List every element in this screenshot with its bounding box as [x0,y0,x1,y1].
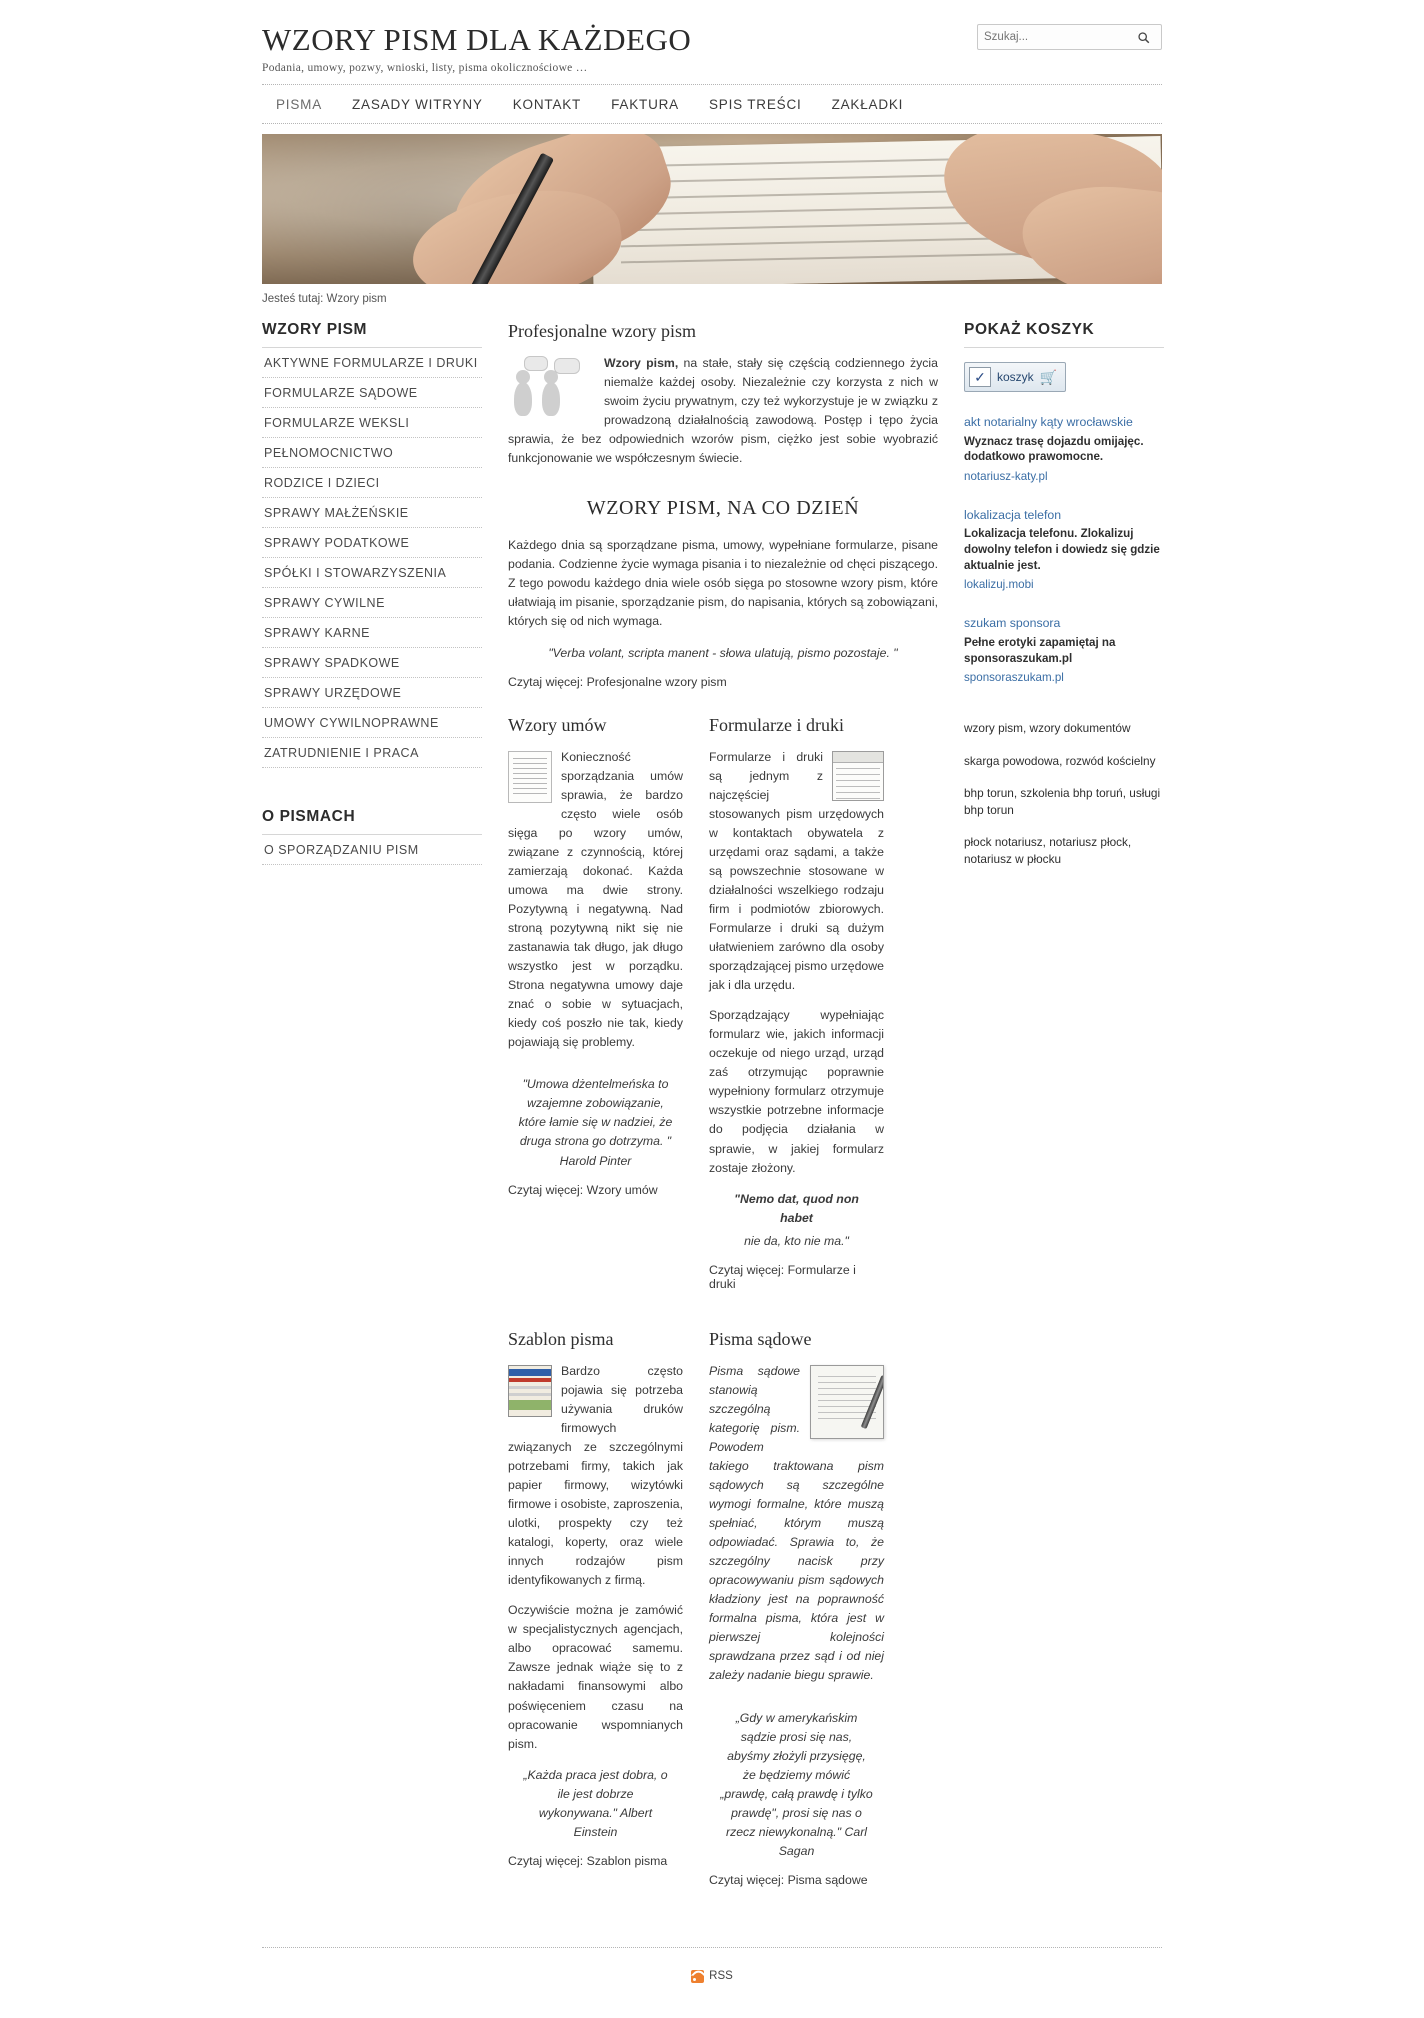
article-title: Formularze i druki [709,714,844,735]
breadcrumb: Jesteś tutaj: Wzory pism [262,293,387,305]
ad-text: Lokalizacja telefonu. Zlokalizuj dowolny telefon i dowiedz się gdzie aktualnie jest. [964,527,1160,572]
article-title: Szablon pisma [508,1328,614,1349]
list-item[interactable] [262,408,482,438]
article-formularze-i-druki [709,715,884,1291]
nav-item-spis-tresci[interactable]: SPIS TREŚCI [708,96,802,112]
rss-link[interactable] [691,1970,733,1983]
cart-label: koszyk [997,370,1034,384]
nav-item-kontakt[interactable]: KONTAKT [512,96,582,112]
article-title: Profesjonalne wzory pism [508,321,696,341]
quote-latin: "Nemo dat, quod non habet [734,1191,859,1225]
ad-title[interactable]: lokalizacja telefon [964,507,1062,522]
readmore-pisma-sadowe[interactable]: Czytaj więcej: Pisma sądowe [709,1872,868,1887]
sidebar-item-pelnomocnictwo[interactable]: PEŁNOMOCNICTWO [264,446,394,460]
search-icon[interactable] [1130,25,1156,49]
readmore-professional[interactable]: Czytaj więcej: Profesjonalne wzory pism [508,674,727,689]
checkmark-icon: ✓ [969,367,991,387]
search-box[interactable] [977,24,1162,50]
main-navigation [262,84,1162,124]
right-sidebar [964,321,1164,883]
article-quote: nie da, kto nie ma." [744,1233,849,1248]
list-item[interactable] [262,468,482,498]
sidebar-item-sprawy-spadkowe[interactable]: SPRAWY SPADKOWE [264,656,400,670]
sidebar-menu [262,348,482,768]
shopping-cart-icon: 🛒 [1039,368,1058,385]
list-item[interactable] [262,498,482,528]
article-szablon-pisma [508,1329,683,1887]
form-icon [832,751,884,801]
site-tagline: Podania, umowy, pozwy, wnioski, listy, pisma okolicznościowe … [262,62,588,74]
document-icon [508,751,552,803]
article-quote: „Każda praca jest dobra, o ile jest dobrze wykonywana." Albert Einstein [523,1767,668,1839]
ad-url[interactable]: sponsoraszukam.pl [964,671,1064,685]
list-item[interactable] [262,738,482,768]
nav-item-faktura[interactable]: FAKTURA [611,96,679,112]
sidebar-item-zatrudnienie-i-praca[interactable]: ZATRUDNIENIE I PRACA [264,746,419,760]
page-title: WZORY PISM DLA KAŻDEGO [262,22,692,57]
readmore-szablon[interactable]: Czytaj więcej: Szablon pisma [508,1853,668,1868]
ad-url[interactable]: notariusz-katy.pl [964,469,1048,483]
list-item[interactable] [262,528,482,558]
partner-link[interactable]: skarga powodowa, rozwód kościelny [964,753,1156,768]
article-quote: "Umowa dżentelmeńska to wzajemne zobowiązanie, które łamie się w nadziei, że druga strona go dotrzyma. " Harold Pinter [518,1077,673,1168]
talking-figures-icon [508,356,594,426]
article-professional [508,321,938,689]
nav-item-zasady-witryny[interactable]: ZASADY WITRYNY [352,96,483,112]
site-footer [262,1947,1162,2018]
site-header [262,0,1162,78]
section-title: WZORY PISM, NA CO DZIEŃ [586,497,860,520]
sidebar-item-o-sporzadzaniu-pism[interactable]: O SPORZĄDZANIU PISM [264,843,419,857]
court-document-icon [810,1365,884,1439]
sidebar-item-sprawy-karne[interactable]: SPRAWY KARNE [264,626,371,640]
rss-label: RSS [709,1970,733,1983]
article-pisma-sadowe [709,1329,884,1887]
ad-title[interactable]: szukam sponsora [964,616,1061,631]
sidebar-menu-secondary [262,835,482,865]
sidebar-item-sprawy-malzenskie[interactable]: SPRAWY MAŁŻEŃSKIE [264,506,409,520]
list-item[interactable] [262,678,482,708]
list-item[interactable] [262,348,482,378]
list-item[interactable] [262,648,482,678]
nav-item-pisma[interactable]: PISMA [276,96,323,112]
article-quote-bold [719,1190,874,1228]
readmore-formularze[interactable]: Czytaj więcej: Formularze i druki [709,1262,856,1291]
sidebar [262,321,482,865]
article-paragraph-2: Sporządzający wypełniając formularz wie, jakich informacji oczekuje od niego urząd, urząd zaś otrzymując poprawnie wypełniony formularz otrzymuje wszystkie potrzebne informacje do podjęcia działania w sprawie, w jakiej formularz zostaje złożony. [709,1008,884,1175]
article-title: Pisma sądowe [709,1328,812,1349]
ad-url[interactable]: lokalizuj.mobi [964,578,1034,592]
list-item[interactable] [262,618,482,648]
article-paragraph: Bardzo często pojawia się potrzeba używania druków firmowych związanych ze szczególnymi potrzebami firmy, takich jak papier firmowy, wizytówki firmowe i osobiste, zaproszenia, ulotki, prospekty czy też katalogi, koperty, oraz wiele innych rodzajów pism identyfikowanych z firmą. [508,1363,683,1588]
readmore-wzory-umow[interactable]: Czytaj więcej: Wzory umów [508,1182,658,1197]
article-paragraph: Formularze i druki są jednym z najczęściej stosowanych pism urzędowych w kontaktach obywatela z urzędami oraz sądami, a także są powszechnie stosowane w działalności wszelkiego rodzaju firm i podmiotów zbiorowych. Formularze i druki są dużym ułatwieniem zarówno dla osoby sporządzającej pismo urzędowe jak i dla urzędu. [709,749,884,993]
cart-heading: POKAŻ KOSZYK [964,321,1164,348]
ad-title[interactable]: akt notarialny kąty wrocławskie [964,415,1133,429]
list-item[interactable] [262,438,482,468]
show-cart-button[interactable] [964,362,1066,392]
article-lead-bold: Wzory pism, [604,356,679,370]
letterhead-icon [508,1365,552,1417]
partner-link[interactable]: wzory pism, wzory dokumentów [964,721,1131,736]
sidebar-heading-o-pismach: O PISMACH [262,808,482,835]
banner-image [262,134,1162,284]
ad-text: Wyznacz trasę dojazdu omijajęc. dodatkowo prawomocne. [964,434,1144,464]
article-lead-text: na stałe, stały się częścią codziennego życia niemalże każdej osoby. Niezależnie czy korzysta z nich w swoim życiu prywatnym, czy też wykorzystuje je w związku z prowadzoną działalnością zawodową. Postęp i tępo życia sprawia, że bez odpowiednich wzorów pism, ciężko jest sobie wyobrazić funkcjonowanie we współczesnym świecie. [508,356,938,466]
partner-links [964,720,1164,867]
article-paragraph: Każdego dnia są sporządzane pisma, umowy, wypełniane formularze, pisane podania. Codzienne życie wymaga pisania i to niezależnie od chęci piszącego. Z tego powodu każdego dnia wiele osób sięga po stosowne wzory pism, które ułatwiają im pisanie, sporządzanie pism, do napisania, których są zobowiązani, których się od nich wymaga. [508,538,938,629]
article-wzory-umow [508,715,683,1291]
sidebar-item-formularze-sadowe[interactable]: FORMULARZE SĄDOWE [264,386,418,400]
ad-block [964,507,1164,594]
ad-block [964,615,1164,686]
sidebar-item-sprawy-cywilne[interactable]: SPRAWY CYWILNE [264,596,385,610]
article-title: Wzory umów [508,714,607,735]
list-item[interactable] [262,378,482,408]
list-item[interactable] [262,835,482,865]
sidebar-item-umowy-cywilnoprawne[interactable]: UMOWY CYWILNOPRAWNE [264,716,439,730]
sidebar-heading: WZORY PISM [262,321,482,348]
list-item[interactable] [262,708,482,738]
main-content [508,321,938,1887]
sidebar-item-spolki-i-stowarzyszenia[interactable]: SPÓŁKI I STOWARZYSZENIA [264,566,447,580]
partner-link[interactable]: bhp torun, szkolenia bhp toruń, usługi bhp torun [964,786,1161,817]
sidebar-item-formularze-weksli[interactable]: FORMULARZE WEKSLI [264,416,410,430]
list-item[interactable] [262,588,482,618]
rss-icon [691,1970,704,1983]
sidebar-item-rodzice-i-dzieci[interactable]: RODZICE I DZIECI [264,476,380,490]
list-item[interactable] [262,558,482,588]
sidebar-item-sprawy-urzedowe[interactable]: SPRAWY URZĘDOWE [264,686,402,700]
article-paragraph: Pisma sądowe stanowią szczególną kategorię pism. Powodem takiego traktowana pism sądowych są szczególne wymogi formalne, które muszą spełniać, którym muszą odpowiadać. Sprawia to, że szczególny nacisk przy opracowywaniu pism sądowych kładziony jest na poprawność formalna pisma, która jest w pierwszej kolejności sprawdzana przez sąd i od niej zależy nadanie biegu sprawie. [709,1363,884,1683]
sidebar-item-sprawy-podatkowe[interactable]: SPRAWY PODATKOWE [264,536,410,550]
partner-link[interactable]: płock notariusz, notariusz płock, notariusz w płocku [964,835,1132,866]
search-input[interactable] [978,26,1130,48]
ad-block [964,414,1164,485]
sidebar-item-aktywne-formularze[interactable]: AKTYWNE FORMULARZE I DRUKI [264,356,478,370]
article-quote: „Gdy w amerykańskim sądzie prosi się nas, abyśmy złożyli przysięgę, że będziemy mówić „prawdę, całą prawdę i tylko prawdę", prosi się nas o rzecz niewykonalną." Carl Sagan [720,1710,873,1858]
ad-text: Pełne erotyki zapamiętaj na sponsoraszukam.pl [964,635,1116,665]
article-paragraph-2: Oczywiście można je zamówić w specjalistycznych agencjach, albo opracować samemu. Zawsze jednak wiąże się to z nakładami finansowymi albo poświęceniem czasu na opracowanie wspomnianych pism. [508,1603,683,1751]
nav-item-zakladki[interactable]: ZAKŁADKI [831,96,904,112]
article-quote: "Verba volant, scripta manent - słowa ulatują, pismo pozostaje. " [548,645,898,660]
article-paragraph: Konieczność sporządzania umów sprawia, że bardzo często wiele osób sięga po wzory umów, związane z czynnością, której zamierzają dokonać. Każda umowa ma dwie strony. Pozytywną i negatywną. Nad stroną pozytywną nikt się nie zastanawia tak długo, jak długo wszystko jest w porządku. Strona negatywna umowy daje znać o sobie w sytuacjach, kiedy coś poszło nie tak, kiedy pojawiają się problemy. [508,749,683,1050]
